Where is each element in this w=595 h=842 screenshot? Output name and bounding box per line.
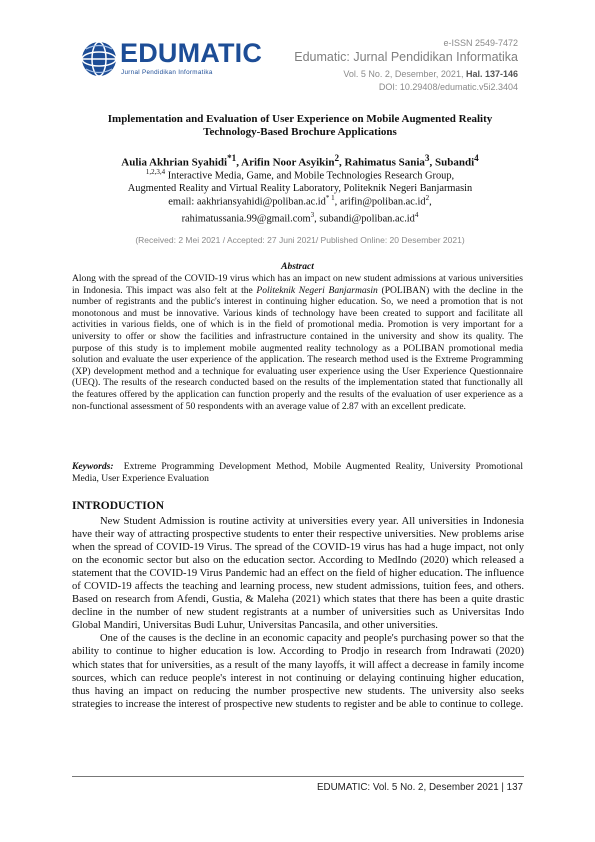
intro-paragraph-1: New Student Admission is routine activity at universities every year. All universities in Indonesia have their way of attracting prospective students to enter their respective universities. New problems arise when the spread of COVID-19 Virus. The spread of the COVID-19 virus has had a huge impact, not only on the economic sector but also on the education sector. According to MedIndo (2020) which released a statement that the COVID-19 Virus Pandemic had an effect on the field of higher education. The influence of COVID-19 affects the teaching and learning process, new student admissions, tuition fees, and others. Based on research from Afendi, Gustia, & Maleha (2021) which states that there has been a quite drastic decline in the number of new student registrants at a number of universities such as Universitas Indo Global Mandiri, Universitas Budi Luhur, Universitas Pancasila, and other universities. — [72, 516, 524, 632]
page-range: Hal. 137-146 — [465, 69, 518, 79]
email-sup-2: 2 — [425, 194, 430, 202]
affiliation-line-2: Augmented Reality and Virtual Reality Laboratory, Politeknik Negeri Banjarmasin — [127, 183, 473, 195]
page-footer: EDUMATIC: Vol. 5 No. 2, Desember 2021 | 137 — [316, 782, 523, 793]
keywords — [72, 461, 523, 486]
abstract-italic: Politeknik Negeri Banjarmasin — [256, 284, 378, 296]
author-2-sup: 2 — [334, 153, 340, 163]
author-list: Aulia Akhrian Syahidi$^{*1}$, Arifin Noor Asyikin$^2$, Rahimatus Sania$^3$, Subandi$^4$ — [121, 153, 479, 169]
affiliation-sup: 1,2,3,4 — [145, 168, 166, 176]
submission-dates: (Received: 2 Mei 2021 / Accepted: 27 Juni 2021/ Published Online: 20 Desember 2021) — [135, 235, 465, 245]
email-prefix[interactable]: email: aakhriansyahidi@poliban.ac.id — [168, 196, 326, 208]
email-line2b[interactable]: , subandi@poliban.ac.id — [314, 213, 415, 225]
section-heading-introduction: INTRODUCTION — [72, 500, 165, 512]
volume-text: Vol. 5 No. 2, Desember, 2021, — [343, 69, 466, 79]
intro-paragraph-2: One of the causes is the decline in an economic capacity and people's purchasing power so that the ability to continue to higher education is low. According to Prodjo in research from Indrawati (2020) which states that for universities, as a result of the many layoffs, it will affect a decrease in family income sources, which can reduce people's interest in not continuing or delaying continuing higher education, thus having an impact on reducing the number prospective new students. The university also seeks strategies to increase the interest of prospective new students to register and be able to continue to college. — [72, 633, 524, 710]
keywords-text: Extreme Programming Development Method, Mobile Augmented Reality, University Promotional Media, User Experience Evaluation — [72, 461, 523, 485]
email-line2a[interactable]: rahimatussania.99@gmail.com — [181, 213, 311, 225]
abstract-text-b: (POLIBAN) with the decline in the number of registrants and the public's interest in continuing higher education. So, we need a promotion that is not monotonous and must be innovative. Various kinds of technology have been created to support and facilitate all activities in various fields, one of which is in the field of promotional media. Promotion is very important for a university to offer or show the facilities and infrastructure contained in the university and show its quality. The purpose of this study is to implement mobile augmented reality technology as a POLIBAN promotional media solution and evaluate the user experience of the application. The research method used is the Extreme Programming (XP) development method and a technique for evaluating user experience using the User Experience Questionnaire (UEQ). The results of the research conducted based on the results of the implementation stated that functionally all the features offered by the application can function properly and the results of the evaluation of user experience as a non-functional assessment of 50 respondents with an average value of 2.87 with an excellent predicate. — [72, 284, 523, 412]
email-sup-3: 3 — [310, 211, 315, 220]
journal-name: Edumatic: Jurnal Pendidikan Informatika — [294, 50, 518, 64]
abstract-body — [72, 273, 523, 412]
email-sup-1: * 1 — [325, 194, 335, 202]
author-emails: email: $aakhriansyahidi@poliban.ac.id^{* 1}$, $arifin@poliban.ac.id^2$, rahimatussania.99@gmail.com$^3$, $subandi@poliban.ac.id^4$ — [168, 194, 432, 225]
doi-link[interactable]: DOI: 10.29408/edumatic.v5i2.3404 — [378, 82, 518, 92]
author-3-sup: 3 — [424, 153, 430, 163]
author-3: Rahimatus Sania — [344, 156, 425, 169]
journal-logo — [80, 40, 270, 80]
logo-tagline: Jurnal Pendidikan Informatika — [121, 69, 213, 76]
author-2: Arifin Noor Asyikin — [241, 156, 335, 169]
author-1: Aulia Akhrian Syahidi — [121, 156, 228, 169]
affiliation-line-1: Interactive Media, Game, and Mobile Technologies Research Group, — [165, 170, 455, 182]
title-line-2: Technology-Based Brochure Applications — [203, 126, 397, 138]
footer-divider — [72, 776, 524, 777]
keywords-label: Keywords: — [72, 461, 114, 472]
abstract-heading: Abstract — [281, 262, 314, 272]
email-mid[interactable]: , arifin@poliban.ac.id — [334, 196, 426, 208]
introduction-body — [72, 515, 524, 711]
logo-wordmark: EDUMATIC — [120, 38, 263, 68]
author-1-sup: *1 — [227, 153, 237, 163]
abstract-text-a: Along with the spread of the COVID-19 virus which has an impact on new student admissions at various universities in Indonesia. This impact was also felt at the — [72, 273, 523, 296]
volume-info — [343, 69, 518, 79]
issn-label: e-ISSN 2549-7472 — [443, 38, 518, 48]
title-line-1: Implementation and Evaluation of User Experience on Mobile Augmented Reality — [107, 113, 493, 125]
globe-logo-icon — [80, 40, 118, 78]
paper-title — [70, 113, 530, 139]
author-4: Subandi — [434, 156, 475, 169]
author-4-sup: 4 — [474, 153, 479, 163]
email-sup-4: 4 — [414, 211, 419, 220]
